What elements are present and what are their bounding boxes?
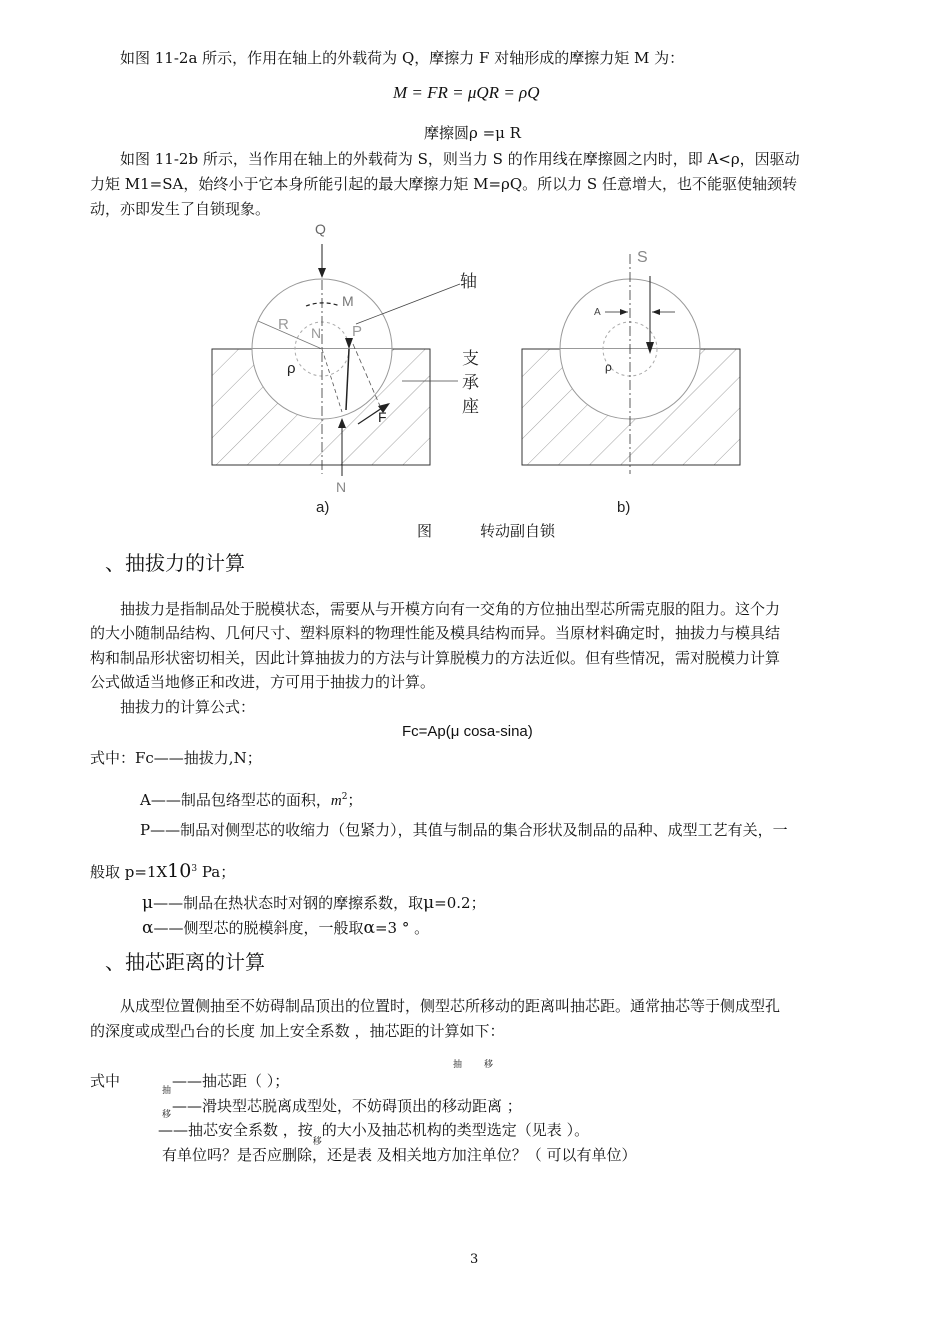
figure-caption-label: 图	[417, 522, 433, 540]
figure-caption-title: 转动副自锁	[480, 522, 556, 540]
label-q: Q	[315, 221, 326, 237]
formula-intro: 抽拔力的计算公式：	[120, 698, 256, 716]
subscript-chou: 抽	[453, 1060, 463, 1070]
paragraph-line: 公式做适当地修正和改进，方可用于抽拔力的计算。	[90, 673, 436, 691]
shaft-leader	[356, 284, 460, 324]
bearing-block-b	[522, 279, 740, 465]
distance-a-marker	[605, 309, 675, 315]
paragraph-line: 抽拔力是指制品处于脱模状态，需要从与开模方向有一交角的方位抽出型芯所需克服的阻力。这个力	[120, 600, 781, 618]
editor-note: 有单位吗？是否应删除，还是表 及相关地方加注单位？（ 可以有单位）	[162, 1146, 637, 1164]
where-a: A——制品包络型芯的面积，$m^2$；	[140, 791, 363, 809]
where-core-pull: ——抽芯距（ ）；	[172, 1072, 290, 1090]
paragraph-line: 力矩 M1=SA，始终小于它本身所能引起的最大摩擦力矩 M=ρQ。所以力 S 任意增大，也不能驱使轴颈转	[90, 175, 797, 193]
label-r: R	[278, 316, 289, 333]
paragraph-line: 动，亦即发生了自锁现象。	[90, 200, 271, 218]
paragraph-line: 从成型位置侧抽至不妨碍制品顶出的位置时，侧型芯所移动的距离叫抽芯距。通常抽芯等于侧成型孔	[120, 997, 781, 1015]
label-rho-b: ρ	[605, 360, 612, 374]
moment-formula: M = FR = μQR = ρQ	[393, 83, 540, 102]
paragraph-line: 如图 11-2b 所示，当作用在轴上的外载荷为 S，则当力 S 的作用线在摩擦圆之内时，即 A<ρ，因驱动	[120, 150, 800, 168]
where-move-distance: ——滑块型芯脱离成型处，不妨碍顶出的移动距离 ；	[172, 1097, 522, 1115]
where-mu: μ——制品在热状态时对钢的摩擦系数，取μ=0.2；	[142, 893, 486, 913]
section-heading-core-pull-distance: 、抽芯距离的计算	[105, 950, 265, 974]
subscript-chou: 抽	[162, 1086, 172, 1096]
moment-arc	[306, 303, 340, 306]
where-alpha: α——侧型芯的脱模斜度，一般取α=3 ° 。	[142, 918, 430, 938]
friction-circle-formula: 摩擦圆ρ =μ R	[424, 124, 521, 142]
self-locking-figure	[0, 214, 950, 544]
where-safety-factor: ——抽芯安全系数 ，按$_移$的大小及抽芯机构的类型选定（见表 ）。	[158, 1121, 590, 1147]
label-a: A	[594, 307, 601, 318]
label-p: P	[352, 323, 363, 340]
load-arrow-q	[318, 244, 326, 278]
page-number: 3	[470, 1252, 479, 1267]
label-f: F	[378, 409, 387, 425]
sub-caption-a: a)	[316, 499, 330, 516]
load-arrow-s	[646, 276, 654, 354]
label-n-bottom: N	[336, 479, 347, 495]
label-n-inner: N	[311, 325, 322, 341]
subscript-yi: 移	[162, 1110, 172, 1120]
where-p-value: 般取 $p=1X10^3$ Pa；	[90, 860, 236, 882]
where-fc: 式中：Fc——抽拔力,N；	[90, 749, 262, 767]
label-m: M	[342, 293, 354, 309]
extraction-force-formula: Fc=Ap(μ cosa-sina)	[402, 723, 533, 740]
label-rho-a: ρ	[287, 360, 296, 377]
where-p: P——制品对侧型芯的收缩力（包紧力），其值与制品的集合形状及制品的品种、成型工艺有关，一	[140, 821, 788, 839]
section-heading-extraction-force: 、抽拔力的计算	[105, 551, 245, 575]
label-bearing-3: 座	[462, 397, 479, 416]
label-bearing-2: 承	[462, 373, 479, 392]
label-shaft: 轴	[460, 272, 477, 291]
label-bearing-1: 支	[462, 349, 479, 368]
intro-line: 如图 11-2a 所示，作用在轴上的外载荷为 Q，摩擦力 F 对轴形成的摩擦力矩 M 为：	[120, 49, 685, 67]
where-label: 式中	[90, 1072, 121, 1090]
subscript-yi: 移	[484, 1060, 494, 1070]
bearing-block-a	[212, 279, 430, 465]
sub-caption-b: b)	[617, 499, 631, 516]
paragraph-line: 的深度或成型凸台的长度 加上安全系数 ，抽芯距的计算如下：	[90, 1022, 505, 1040]
paragraph-line: 的大小随制品结构、几何尺寸、塑料原料的物理性能及模具结构而异。当原材料确定时，抽拔力与模具结	[90, 624, 781, 642]
paragraph-line: 构和制品形状密切相关，因此计算抽拔力的方法与计算脱模力的方法近似。但有些情况，需对脱模力计算	[90, 649, 781, 667]
label-s: S	[637, 249, 648, 266]
